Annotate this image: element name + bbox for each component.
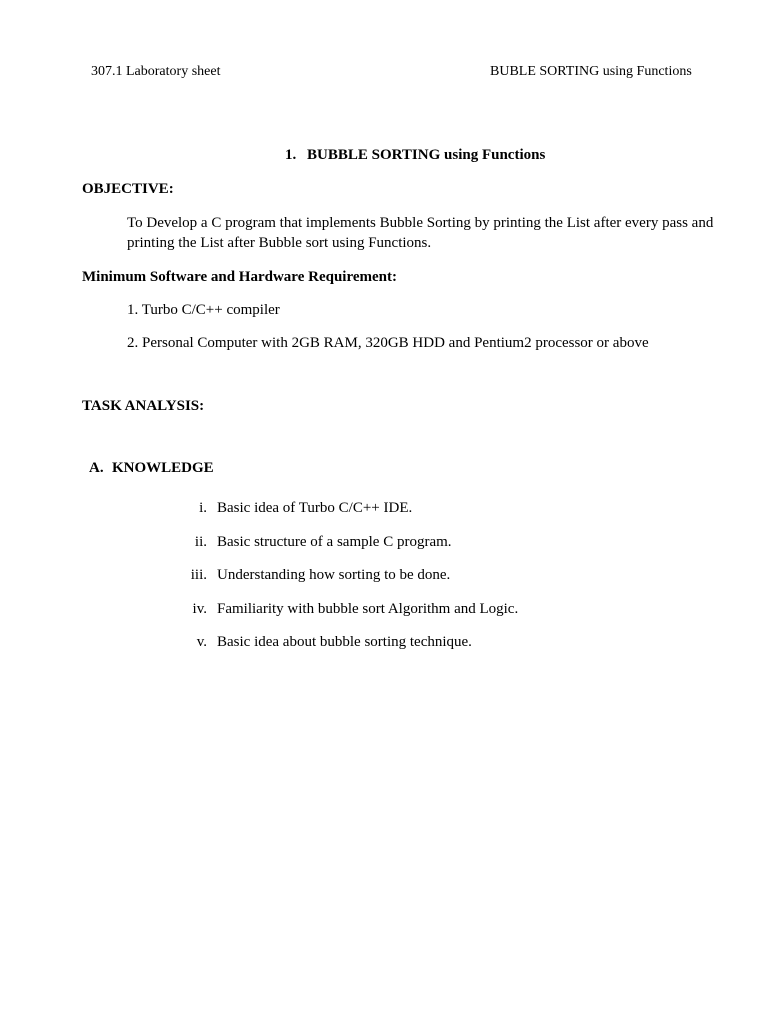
list-marker: ii. [194,534,207,550]
title-number: 1. [285,147,297,163]
knowledge-list-item [170,533,452,551]
list-marker: v. [196,634,207,650]
list-item-text: Basic idea of Turbo C/C++ IDE. [217,500,413,516]
knowledge-list-item [170,633,472,651]
title-text: BUBBLE SORTING using Functions [307,147,546,163]
knowledge-list-item [170,499,412,517]
page-title [285,146,545,164]
list-marker: i. [199,500,207,516]
requirements-heading: Minimum Software and Hardware Requirement: [82,269,397,285]
objective-line-1: To Develop a C program that implements Bubble Sorting by printing the List after every pass and [127,215,714,231]
requirement-item: 2. Personal Computer with 2GB RAM, 320GB HDD and Pentium2 processor or above [127,335,649,351]
list-marker: iv. [192,601,207,617]
list-item-text: Understanding how sorting to be done. [217,567,451,583]
knowledge-list-item [170,600,518,618]
list-marker: iii. [190,567,207,583]
knowledge-title: KNOWLEDGE [112,460,214,476]
list-item-text: Familiarity with bubble sort Algorithm and Logic. [217,601,519,617]
list-item-text: Basic structure of a sample C program. [217,534,452,550]
objective-heading: OBJECTIVE: [82,181,174,197]
objective-line-2: printing the List after Bubble sort using Functions. [127,235,432,251]
header-left-text: 307.1 Laboratory sheet [91,64,221,79]
requirement-item: 1. Turbo C/C++ compiler [127,302,280,318]
knowledge-list-item [170,566,450,584]
header-right-text: BUBLE SORTING using Functions [490,64,692,79]
knowledge-letter: A. [89,460,104,476]
task-analysis-heading: TASK ANALYSIS: [82,398,205,414]
knowledge-heading [89,459,214,477]
list-item-text: Basic idea about bubble sorting technique. [217,634,472,650]
